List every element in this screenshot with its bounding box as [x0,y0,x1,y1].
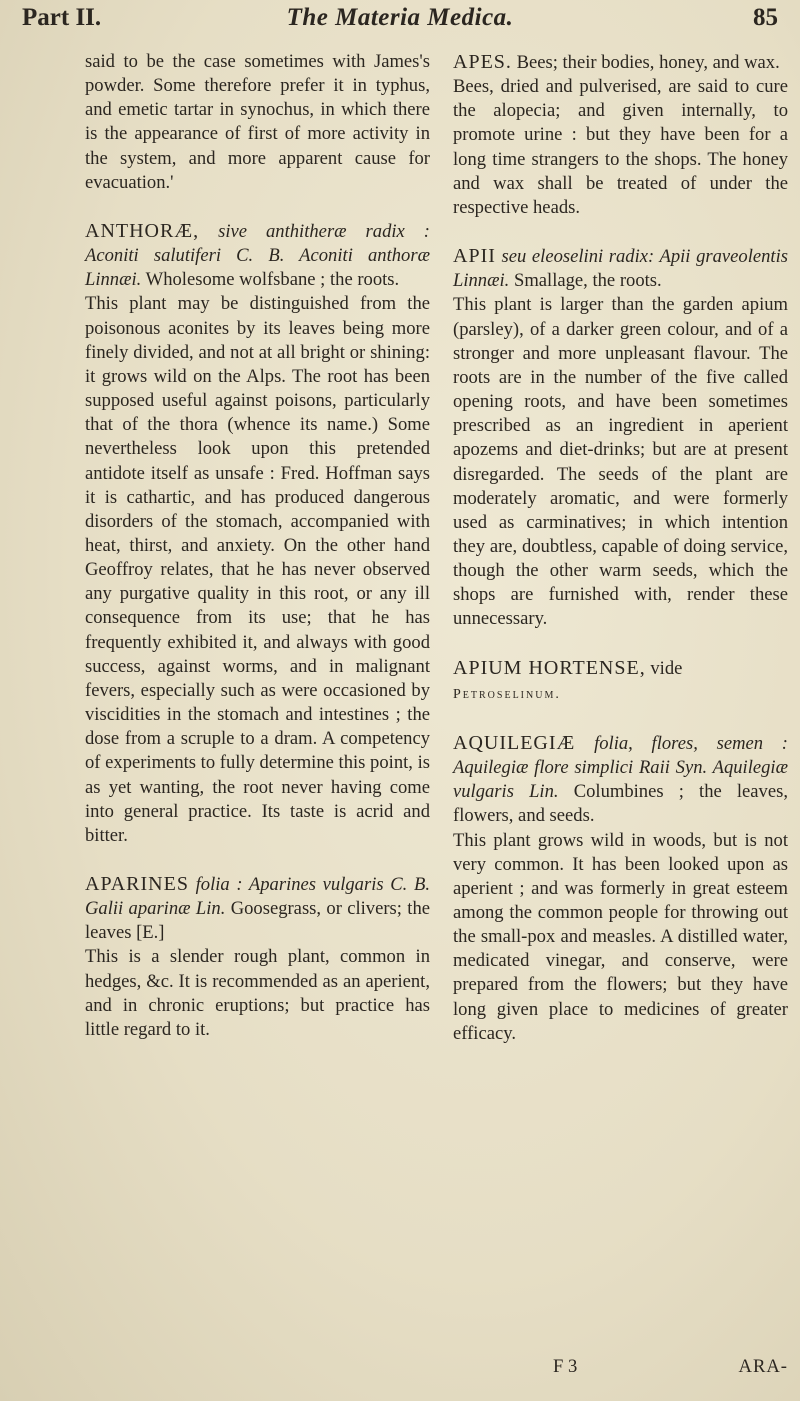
entry-aquilegia [453,731,788,829]
entry-heading: APARINES [85,873,189,895]
entry-anthora [85,219,430,292]
entry-description: Smallage, the roots. [513,270,662,292]
entry-description: Columbines ; the leaves, flowers, and seeds. [453,781,788,827]
page-number: 85 [753,4,778,31]
entry-apii [453,244,788,293]
paragraph: This plant may be distinguished from the poisonous aconites by its leaves being more finely divided, and not at all bright or shining: it grows wild on the Alps. The root has been supposed useful against poisons, particularly that of the thora (whence its name.) Some nevertheless look upon this pretended antidote itself as unsafe : Fred. Hoffman says it is cathartic, and has produced dangerous disorders of the stomach, accompanied with heat, thirst, and anxiety. On the other hand Geoffroy relates, that he has never observed any purgative quality in this root, or any ill consequence from its use; that he has frequently exhibited it, and always with good success, against worms, and in malignant fevers, especially such as were occasioned by viscidities in the stomach and intestines ; the dose from a scruple to a dram. A competency of experiments to fully determine this point, is as yet wanting, the root never having come into general practice. Its taste is acrid and bitter. [85,293,430,846]
entry-apium-hortense [453,656,788,707]
signature-mark: F 3 [553,1356,578,1377]
paragraph: said to be the case sometimes with James's powder. Some therefore prefer it in typhus, and emetic tartar in synochus, in which there is the appearance of first of more activity in the system, and more apparent cause for evacuation.' [85,51,430,193]
entry-heading: APIUM HORTENSE, [453,656,646,679]
paragraph: This is a slender rough plant, common in hedges, &c. It is recommended as an aperient, and in chronic eruptions; but practice has little regard to it. [85,946,430,1040]
catchword: ARA- [738,1356,788,1377]
entry-latin: folia, flores, semen : Aquilegiæ flore simplici Raii Syn. Aquilegiæ vulgaris Lin. [453,732,788,803]
entry-heading: AQUILEGIÆ [453,731,576,754]
entry-heading: APII [453,245,496,268]
entry-latin: sive anthitheræ radix : Aconiti salutiferi C. B. Aconiti anthoræ Linnæi. [85,220,430,291]
cross-reference-target: Petroselinum. [453,686,561,702]
running-title: The Materia Medica. [286,4,514,31]
entry-description: Bees; their bodies, honey, and wax. [516,52,780,73]
entry-apes [453,50,788,75]
running-header [22,4,778,44]
entry-heading: APES. [453,51,512,73]
entry-latin: folia : Aparines vulgaris C. B. Galii aparinæ Lin. [85,874,430,920]
left-column [85,50,430,1042]
entry-description: Goosegrass, or clivers; the leaves [E.] [85,898,430,944]
entry-heading: ANTHORÆ, [85,219,200,242]
paragraph: This plant grows wild in woods, but is not very common. It has been looked upon as aperient ; and was formerly in great esteem among the common people for throwing out the small-pox and measles. A distilled water, medicated vinegar, and conserve, were prepared from the flowers; but they have long given place to medicines of greater efficacy. [453,829,788,1044]
right-column [453,50,788,1046]
paragraph: Bees, dried and pulverised, are said to cure the alopecia; and given internally, to promote urine : but they have been for a long time strangers to the shops. The honey and wax shall be treated of under the respective heads. [453,76,788,218]
part-label: Part II. [22,4,102,31]
entry-latin: seu eleoselini radix: Apii graveolentis Linnæi. [453,246,789,292]
entry-aparines [85,872,430,945]
cross-reference-word: vide [650,657,683,679]
paragraph: This plant is larger than the garden apium (parsley), of a darker green colour, and of a stronger and more unpleasant flavour. The roots are in the number of the five called opening roots, and have been sometimes prescribed as an ingredient in aperient apozems and diet-drinks; but are at present disregarded. The seeds of the plant are moderately aromatic, and were formerly used as carminatives; in which intention they are, doubtless, capable of doing service, though the other warm seeds, which the shops are furnished with, render these unnecessary. [453,294,788,630]
entry-description: Wholesome wolfsbane ; the roots. [145,269,400,291]
